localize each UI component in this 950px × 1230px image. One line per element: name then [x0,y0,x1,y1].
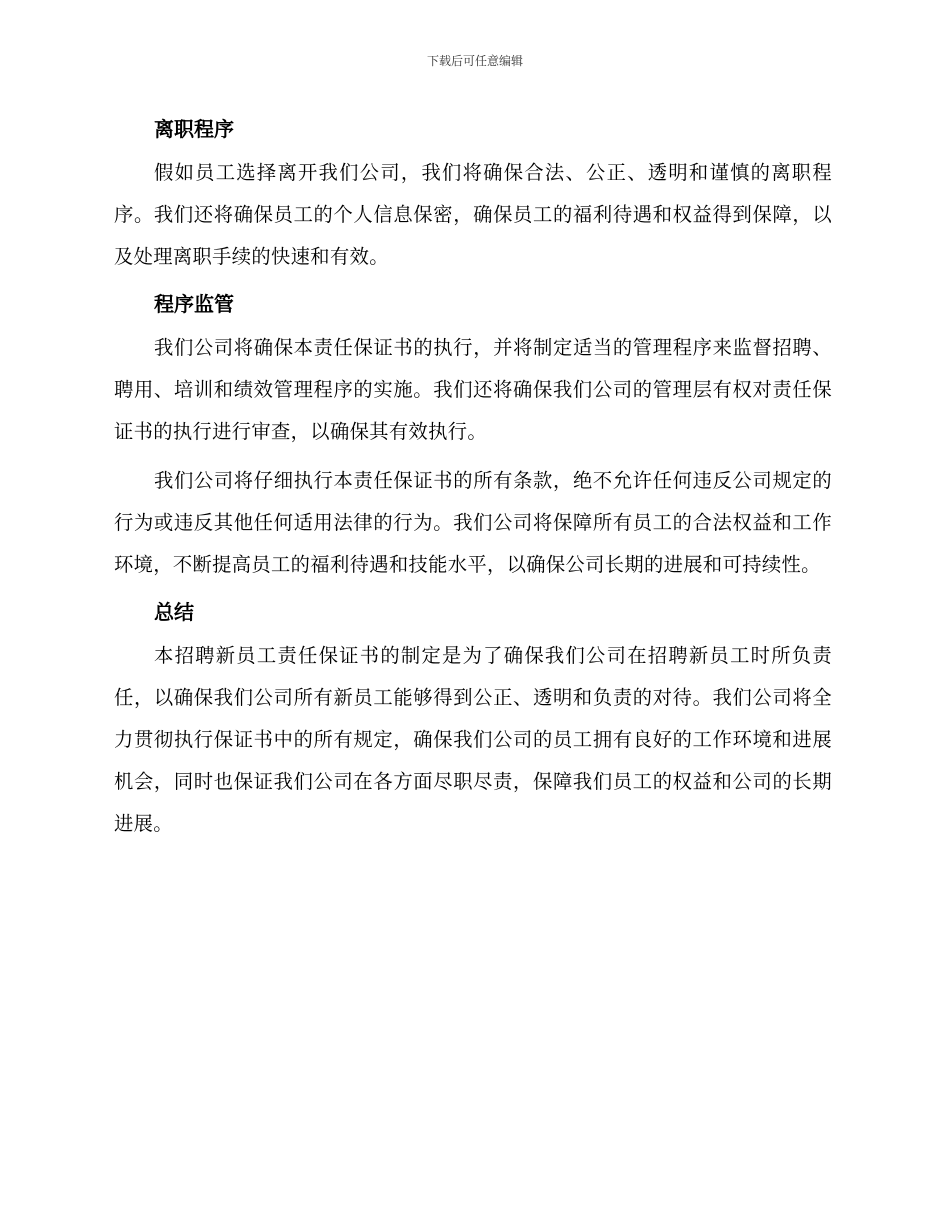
paragraph: 我们公司将确保本责任保证书的执行，并将制定适当的管理程序来监督招聘、聘用、培训和绩效管理程序的实施。我们还将确保我们公司的管理层有权对责任保证书的执行进行审查，以确保其有效执行。 [114,336,832,443]
section-heading: 总结 [154,600,194,624]
section-heading: 程序监管 [154,292,234,316]
paragraph: 假如员工选择离开我们公司，我们将确保合法、公正、透明和谨慎的离职程序。我们还将确保员工的个人信息保密，确保员工的福利待遇和权益得到保障，以及处理离职手续的快速和有效。 [114,161,832,268]
document-body [114,110,832,852]
header-note: 下载后可任意编辑 [426,54,523,68]
paragraph: 本招聘新员工责任保证书的制定是为了确保我们公司在招聘新员工时所负责任，以确保我们公司所有新员工能够得到公正、透明和负责的对待。我们公司将全力贯彻执行保证书中的所有规定，确保我们公司的员工拥有良好的工作环境和进展机会，同时也保证我们公司在各方面尽职尽责，保障我们员工的权益和公司的长期进展。 [114,644,832,835]
section-resignation [114,110,832,278]
section-supervision [114,285,832,586]
paragraph: 我们公司将仔细执行本责任保证书的所有条款，绝不允许任何违反公司规定的行为或违反其他任何适用法律的行为。我们公司将保障所有员工的合法权益和工作环境，不断提高员工的福利待遇和技能水平，以确保公司长期的进展和可持续性。 [114,469,832,576]
section-summary [114,593,832,845]
section-heading: 离职程序 [154,117,234,141]
